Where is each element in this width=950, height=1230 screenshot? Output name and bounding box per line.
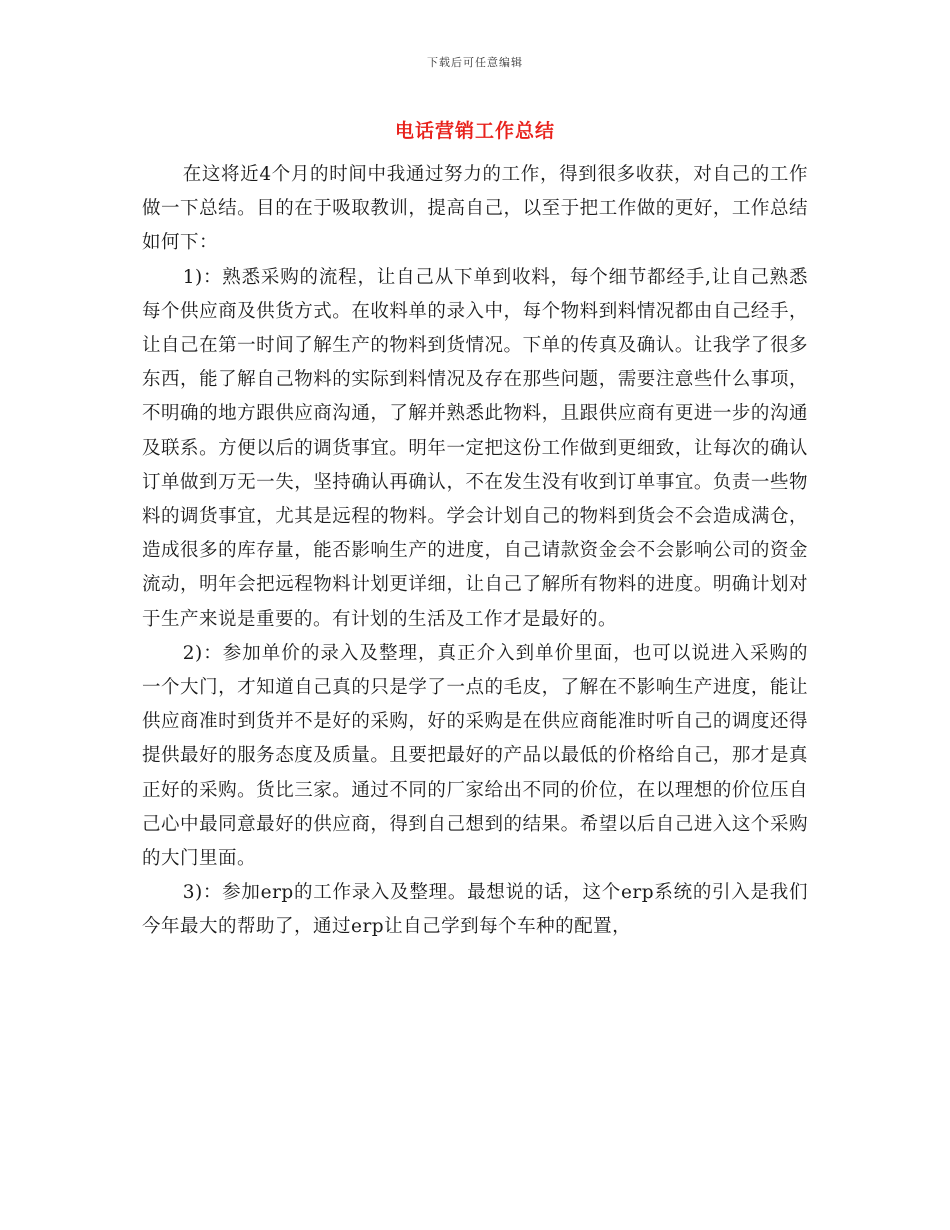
document-body <box>142 158 808 945</box>
page-header: 下载后可任意编辑 <box>427 56 523 69</box>
paragraph-intro: 在这将近4个月的时间中我通过努力的工作，得到很多收获，对自己的工作做一下总结。目的在于吸取教训，提高自己，以至于把工作做的更好，工作总结如何下： <box>142 164 808 254</box>
paragraph-item-1: 1)：熟悉采购的流程，让自己从下单到收料，每个细节都经手,让自己熟悉每个供应商及供货方式。在收料单的录入中，每个物料到料情况都由自己经手，让自己在第一时间了解生产的物料到货情况。下单的传真及确认。让我学了很多东西，能了解自己物料的实际到料情况及存在那些问题，需要注意些什么事项，不明确的地方跟供应商沟通，了解并熟悉此物料，且跟供应商有更进一步的沟通及联系。方便以后的调货事宜。明年一定把这份工作做到更细致，让每次的确认订单做到万无一失，坚持确认再确认，不在发生没有收到订单事宜。负责一些物料的调货事宜，尤其是远程的物料。学会计划自己的物料到货会不会造成满仓，造成很多的库存量，能否影响生产的进度，自己请款资金会不会影响公司的资金流动，明年会把远程物料计划更详细，让自己了解所有物料的进度。明确计划对于生产来说是重要的。有计划的生活及工作才是最好的。 <box>142 266 808 630</box>
document-title: 电话营销工作总结 <box>394 120 555 142</box>
paragraph-item-2: 2)：参加单价的录入及整理，真正介入到单价里面，也可以说进入采购的一个大门，才知道自己真的只是学了一点的毛皮，了解在不影响生产进度，能让供应商准时到货并不是好的采购，好的采购是在供应商能准时听自己的调度还得提供最好的服务态度及质量。且要把最好的产品以最低的价格给自己，那才是真正好的采购。货比三家。通过不同的厂家给出不同的价位，在以理想的价位压自己心中最同意最好的供应商，得到自己想到的结果。希望以后自己进入这个采购的大门里面。 <box>142 642 808 870</box>
paragraph-item-3: 3)：参加erp的工作录入及整理。最想说的话，这个erp系统的引入是我们今年最大的帮助了，通过erp让自己学到每个车种的配置， <box>142 882 808 938</box>
